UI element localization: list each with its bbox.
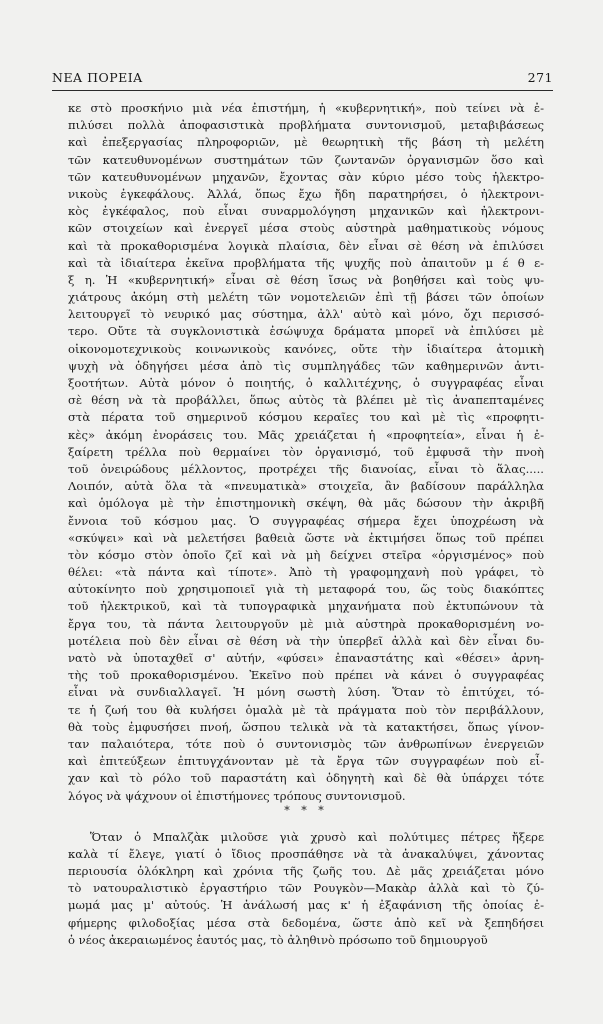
page-number: 271	[527, 70, 553, 85]
text-line: σὲ θέση νὰ τὰ προβάλλει, ὅπως αὐτὸς τὰ βλέπει μὲ τὶς ἀναπεπταμένες	[68, 393, 544, 408]
text-line: χαν καὶ τὸ ρόλο τοῦ παραστάτη καὶ ὁδηγητὴ καὶ δὲ θὰ ὑπάρχει τότε	[68, 771, 544, 786]
text-line: μοτέλεια ποὺ δὲν εἶναι σὲ θέση νὰ τὴν ὑπερβεῖ ἀλλὰ καὶ δὲν εἶναι δυ-	[68, 633, 544, 648]
text-line: καὶ ἐπεξεργασίας πληροφοριῶν, μὲ θεωρητικὴ τῆς βάση τὴ μελέτη	[68, 135, 544, 150]
text-line: ψυχὴ νὰ ὁδηγήσει μέσα ἀπὸ τὶς συμπληγάδες τῶν καθημερινῶν ἀντι-	[68, 358, 544, 373]
text-line: καὶ τὰ ἰδιαίτερα ἐκεῖνα προβλήματα τῆς ψυχῆς ποὺ ἀπαιτοῦν μ έ θ ε-	[68, 255, 544, 270]
text-line: καὶ ὁμόλογα μὲ τὴν ἐπιστημονικὴ σκέψη, θὰ μᾶς δώσουν τὴν ἀκριβῆ	[68, 496, 544, 511]
paragraph-2	[68, 829, 544, 949]
text-line: ὁ νέος ἀκεραιωμένος ἑαυτός μας, τὸ ἀληθινὸ πρόσωπο τοῦ δημιουργοῦ	[68, 932, 488, 947]
text-line: τὴς τοῦ προκαθορισμένου. Ἐκεῖνο ποὺ πρέπει νὰ κάνει ὁ συγγραφέας	[68, 668, 544, 683]
running-head	[52, 70, 553, 85]
text-line: κὸς ἐγκέφαλος, ποὺ εἶναι συναρμολόγηση μηχανικῶν καὶ ἠλεκτρονι-	[68, 204, 544, 219]
text-line: καὶ ἐπιτεύξεων ἐπιτυγχάνονταν μὲ τὰ ἔργα τῶν συγγραφέων ποὺ εἶ-	[68, 754, 544, 769]
text-line: τερο. Οὔτε τὰ συγκλονιστικὰ ἐσώψυχα δράματα μπορεῖ νὰ ἐπιλύσει μὲ	[68, 324, 544, 339]
text-line: ταν παλαιότερα, τότε ποὺ ὁ συντονισμὸς τῶν ἀνθρωπίνων ἐνεργειῶν	[68, 736, 544, 751]
text-line: κῶν στοιχείων καὶ ἐνεργεῖ μέσα στοὺς αὐστηρὰ μαθηματικοὺς νόμους	[68, 221, 544, 236]
text-line: πιλύσει πολλὰ ἀποφασιστικὰ προβλήματα συντονισμοῦ, μεταβιβάσεως	[68, 118, 544, 133]
text-line: ἔργα του, τὰ πάντα λειτουργοῦν μὲ μιὰ αὐστηρὰ προκαθορισμένη νο-	[68, 616, 544, 631]
text-line: μωμά μας μ' αὐτούς. Ἡ ἀνάλωσή μας κ' ἡ ἐξαφάνιση τῆς ὁποίας ἐ-	[68, 898, 544, 913]
section-separator: * * *	[284, 803, 328, 817]
text-line: φήμερης φιλοδοξίας μέσα στὰ δεδομένα, ὥστε ἀπὸ κεῖ νὰ ξεπηδήσει	[68, 915, 544, 930]
text-line: ξ η. Ἡ «κυβερνητική» εἶναι σὲ θέση ἴσως νὰ βοηθήσει καὶ τοὺς ψυ-	[68, 272, 544, 287]
text-line: περιουσία ὁλόκληρη καὶ χρόνια τῆς ζωῆς του. Δὲ μᾶς χρειάζεται μόνο	[68, 864, 544, 879]
text-line: αὐτοκίνητο ποὺ χρησιμοποιεῖ γιὰ τὴ μεταφορά του, ὥς τοὺς διακόπτες	[68, 582, 544, 597]
text-line: Λοιπόν, αὐτὰ ὅλα τὰ «πνευματικὰ» στοιχεῖα, ἂν βαδίσουν παράλληλα	[68, 479, 544, 494]
text-line: θὰ τοὺς ἐμφυσήσει πνοή, ὥσπου τελικὰ νὰ τὰ κατακτήσει, ὅπως γίνον-	[68, 719, 544, 734]
text-line: θέλει: «τὰ πάντα καὶ τίποτε». Ἀπὸ τὴ γραφομηχανὴ ποὺ γράφει, τὸ	[68, 565, 544, 580]
text-line: τῶν κατευθυνομένων συστημάτων τῶν ζωντανῶν ὀργανισμῶν ὅσο καὶ	[68, 152, 544, 167]
text-line: τε ἡ ζωή του θὰ κυλήσει ὁμαλὰ μὲ τὰ πράγματα ποὺ τὸν περιβάλλουν,	[68, 702, 544, 717]
header-rule	[52, 90, 553, 91]
text-line: καλὰ τί ἔλεγε, γιατί ὁ ἴδιος προσπάθησε νὰ τὰ ἀνακαλύψει, χάνοντας	[68, 846, 544, 861]
text-line: νικοὺς ἐγκεφάλους. Ἀλλά, ὅπως ἔχω ἤδη παρατηρήσει, ὁ ἠλεκτρονι-	[68, 186, 544, 201]
text-line: «σκύψει» καὶ νὰ μελετήσει βαθειὰ ὥστε νὰ ἐκτιμήσει ὅπως τοῦ πρέπει	[68, 530, 544, 545]
body-text	[68, 100, 544, 949]
journal-title: ΝΕΑ ΠΟΡΕΙΑ	[52, 70, 143, 85]
text-line: τοῦ ἠλεκτρικοῦ, καὶ τὰ τυπογραφικὰ μηχανήματα ποὺ ἐκτυπώνουν τὰ	[68, 599, 544, 614]
paragraph-1	[68, 100, 544, 805]
text-line: χιάτρους ἀκόμη στὴ μελέτη τῶν νομοτελειῶν ἐπὶ τῇ βάσει τῶν ὁποίων	[68, 290, 544, 305]
text-line: στὰ πέρατα τοῦ σημερινοῦ κόσμου κεραῖες του καὶ μὲ τὶς «προφητι-	[68, 410, 544, 425]
text-line: ξαίρετη τρέλλα ποὺ θερμαίνει τὸν ὀργανισμό, τοῦ ἐμφυσᾶ τὴν πνοὴ	[68, 444, 544, 459]
text-line: ἔννοια τοῦ κόσμου μας. Ὁ συγγραφέας σήμερα ἔχει ὑποχρέωση νὰ	[68, 513, 544, 528]
text-line: λειτουργεῖ τὸ νευρικό μας σύστημα, ἀλλ' αὐτὸ καὶ μόνο, ὄχι περισσό-	[68, 307, 544, 322]
text-line: Ὅταν ὁ Μπαλζὰκ μιλοῦσε γιὰ χρυσὸ καὶ πολύτιμες πέτρες ἤξερε	[90, 829, 544, 844]
text-line: καὶ τὰ προκαθορισμένα λογικὰ πλαίσια, δὲν εἶναι σὲ θέση νὰ ἐπιλύσει	[68, 238, 544, 253]
text-line: τοῦ ὀνειρώδους μέλλοντος, προτρέχει τῆς διανοίας, εἶναι τὸ ἅλας.....	[68, 461, 544, 476]
text-line: τὸ νατουραλιστικὸ ἐργαστήριο τῶν Ρουγκὸν—Μακὰρ ἀλλὰ καὶ τὸ ζύ-	[68, 881, 544, 896]
text-line: εἶναι νὰ συνδιαλλαγεῖ. Ἡ μόνη σωστὴ λύση. Ὅταν τὸ ἐπιτύχει, τό-	[68, 685, 544, 700]
text-line: τῶν κατευθυνομένων μηχανῶν, ἔχοντας σὰν κύριο μέσο τοὺς ἠλεκτρο-	[68, 169, 544, 184]
text-line: ξοοτήτων. Αὐτὰ μόνον ὁ ποιητής, ὁ καλλιτέχνης, ὁ συγγραφέας εἶναι	[68, 376, 544, 390]
text-line: νατὸ νὰ ὑποταχθεῖ σ' αὐτήν, «φύσει» ἐπαναστάτης καὶ «θέσει» ἀρνη-	[68, 651, 544, 665]
text-line: κὲς» ἀκόμη ἐνοράσεις του. Μᾶς χρειάζεται ἡ «προφητεία», εἶναι ἡ ἐ-	[68, 427, 544, 442]
text-line: κε στὸ προσκήνιο μιὰ νέα ἐπιστήμη, ἡ «κυβερνητική», ποὺ τείνει νὰ ἐ-	[68, 101, 544, 115]
text-line: λόγος νὰ ψάχνουν οἱ ἐπιστήμονες τρόπους συντονισμοῦ.	[68, 788, 406, 803]
text-line: οἰκονομοτεχνικοὺς κοινωνικοὺς κανόνες, οὔτε τὴν ἰδιαίτερα ἀτομικὴ	[68, 341, 544, 356]
text-line: τὸν κόσμο στὸν ὁποῖο ζεῖ καὶ νὰ μὴ δείχνει στεῖρα «ὀργισμένος» ποὺ	[68, 547, 544, 562]
